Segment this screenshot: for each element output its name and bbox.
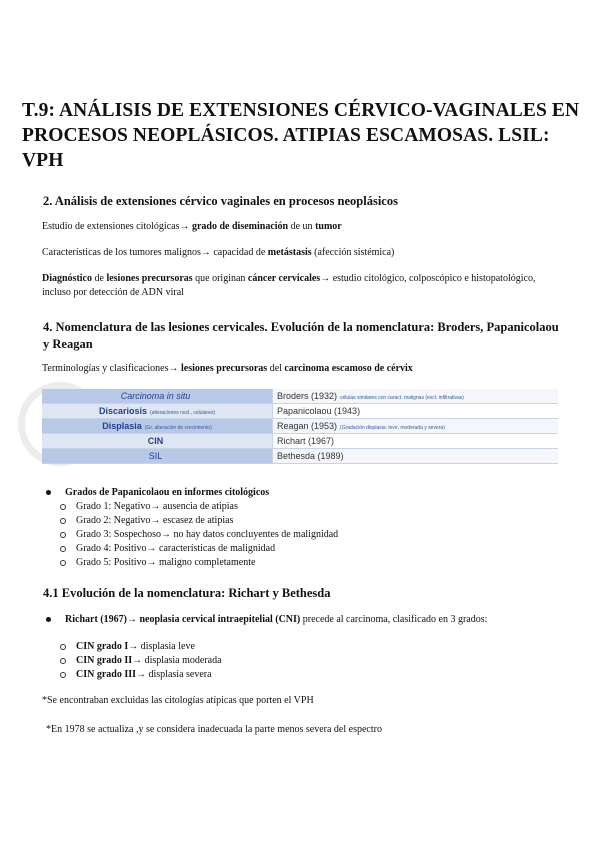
section-2-heading: 2. Análisis de extensiones cérvico vaginales en procesos neoplásicos	[43, 194, 398, 208]
list-item	[60, 528, 338, 542]
text: que originan	[192, 273, 248, 284]
cin-label: CIN grado II	[76, 655, 133, 666]
circle-bullet-icon	[60, 658, 66, 664]
author-label: Broders (1932)	[277, 391, 338, 401]
grade-text: Grado 3: Sospechoso→ no hay datos concluyentes de malignidad	[76, 529, 339, 540]
grade-text: Grado 2: Negativo→ escasez de atipias	[76, 515, 234, 526]
cin-text: → displasia severa	[136, 669, 212, 680]
author-label: Reagan (1953)	[277, 421, 338, 431]
table-row	[42, 389, 558, 404]
bullet-icon	[46, 617, 51, 622]
term-label: Carcinoma in situ	[120, 391, 191, 401]
list-item	[60, 514, 338, 528]
bold-text: lesiones precursoras	[180, 363, 268, 374]
richart-text	[65, 613, 487, 627]
table-row	[42, 434, 558, 449]
papanicolaou-grades-list	[46, 486, 338, 570]
section-2-paragraph-3	[42, 272, 562, 300]
cin-label: CIN grado III	[76, 669, 137, 680]
bullet-icon	[46, 490, 51, 495]
bold-text: lesiones precursoras	[106, 273, 193, 284]
text: de un	[288, 221, 316, 232]
list-item	[60, 668, 566, 682]
author-label: Richart (1967)	[277, 436, 335, 446]
grade-text: Grado 1: Negativo→ ausencia de atipias	[76, 501, 238, 512]
term-note: (alteraciones nucl., celulares)	[150, 410, 216, 416]
note-1: *Se encontraban excluidas las citologías atípicas que porten el VPH	[42, 695, 314, 706]
author-label: Bethesda (1989)	[277, 451, 344, 461]
list-item	[60, 542, 338, 556]
text: Características de los tumores malignos→ capacidad de	[42, 247, 268, 258]
cin-text: → displasia leve	[128, 641, 195, 652]
table-cell-author	[273, 389, 559, 404]
table-cell-term	[42, 389, 273, 404]
section-4-1-heading: 4.1 Evolución de la nomenclatura: Richart y Bethesda	[43, 586, 331, 600]
nomenclature-table	[42, 389, 558, 464]
list-item	[46, 613, 566, 627]
term-label: Discariosis	[98, 406, 147, 416]
table-cell-term	[42, 404, 273, 419]
table-cell-term	[42, 434, 273, 449]
text: →	[126, 614, 140, 625]
circle-bullet-icon	[60, 532, 66, 538]
circle-bullet-icon	[60, 504, 66, 510]
table-cell-term	[42, 419, 273, 434]
table-cell-author	[273, 434, 559, 449]
table-row	[42, 404, 558, 419]
section-2-paragraph-1	[42, 220, 562, 234]
list-item	[60, 500, 338, 514]
circle-bullet-icon	[60, 518, 66, 524]
section-2-paragraph-2	[42, 246, 562, 260]
section-4-intro	[42, 362, 562, 376]
term-label: CIN	[147, 436, 164, 446]
table-row	[42, 449, 558, 464]
circle-bullet-icon	[60, 672, 66, 678]
cin-text: → displasia moderada	[132, 655, 222, 666]
grades-sublist	[46, 500, 338, 570]
cin-label: CIN grado I	[76, 641, 129, 652]
list-item	[60, 556, 338, 570]
bold-text: Diagnóstico	[42, 273, 92, 284]
text: Terminologías y clasificaciones→	[42, 363, 181, 374]
bold-text: carcinoma escamoso de cérvix	[284, 363, 413, 374]
text: Estudio de extensiones citológicas→	[42, 221, 192, 232]
text: → estudio citológico, colposcópico e histopatológico, incluso por detección de ADN viral	[42, 273, 536, 298]
grades-title: Grados de Papanicolaou en informes citológicos	[65, 487, 270, 498]
text: precede al carcinoma, clasificado en 3 grados:	[300, 614, 488, 625]
text: de	[92, 273, 107, 284]
term-label: SIL	[148, 451, 163, 461]
circle-bullet-icon	[60, 546, 66, 552]
text: (afección sistémica)	[311, 247, 395, 258]
bold-text: neoplasia cervical intraepitelial (CNI)	[139, 614, 301, 625]
note-2: *En 1978 se actualiza ,y se considera inadecuada la parte menos severa del espectro	[46, 724, 382, 735]
circle-bullet-icon	[60, 560, 66, 566]
term-label: Displasia	[102, 421, 142, 431]
table-cell-term	[42, 449, 273, 464]
list-item	[60, 640, 566, 654]
table-row	[42, 419, 558, 434]
table-cell-author	[273, 449, 559, 464]
bold-text: metástasis	[267, 247, 312, 258]
bold-text: Richart (1967)	[65, 614, 127, 625]
richart-list	[46, 613, 566, 682]
bold-text: grado de diseminación	[191, 221, 289, 232]
document-title: T.9: ANÁLISIS DE EXTENSIONES CÉRVICO-VAGINALES EN PROCESOS NEOPLÁSICOS. ATIPIAS ESCAMOSAS. LSIL: VPH	[22, 100, 580, 171]
section-4-heading: 4. Nomenclatura de las lesiones cervicales. Evolución de la nomenclatura: Broders, Papanicolaou y Reagan	[43, 320, 559, 351]
grade-text: Grado 4: Positivo→ características de malignidad	[76, 543, 276, 554]
table-cell-author	[273, 404, 559, 419]
text: del	[267, 363, 285, 374]
list-item	[46, 486, 338, 500]
list-item	[60, 654, 566, 668]
table-cell-author	[273, 419, 559, 434]
author-note: (Gradación displasia: leve, moderada y severa)	[340, 425, 445, 431]
grade-text: Grado 5: Positivo→ maligno completamente	[76, 557, 256, 568]
circle-bullet-icon	[60, 644, 66, 650]
term-note: (Gr. alteración de crecimiento)	[144, 425, 212, 431]
author-label: Papanicolaou (1943)	[277, 406, 361, 416]
bold-text: tumor	[315, 221, 342, 232]
author-note: células similares con caract. malignas (excl. infiltrativas)	[340, 395, 464, 401]
cin-sublist	[46, 640, 566, 682]
bold-text: cáncer cervicales	[247, 273, 321, 284]
